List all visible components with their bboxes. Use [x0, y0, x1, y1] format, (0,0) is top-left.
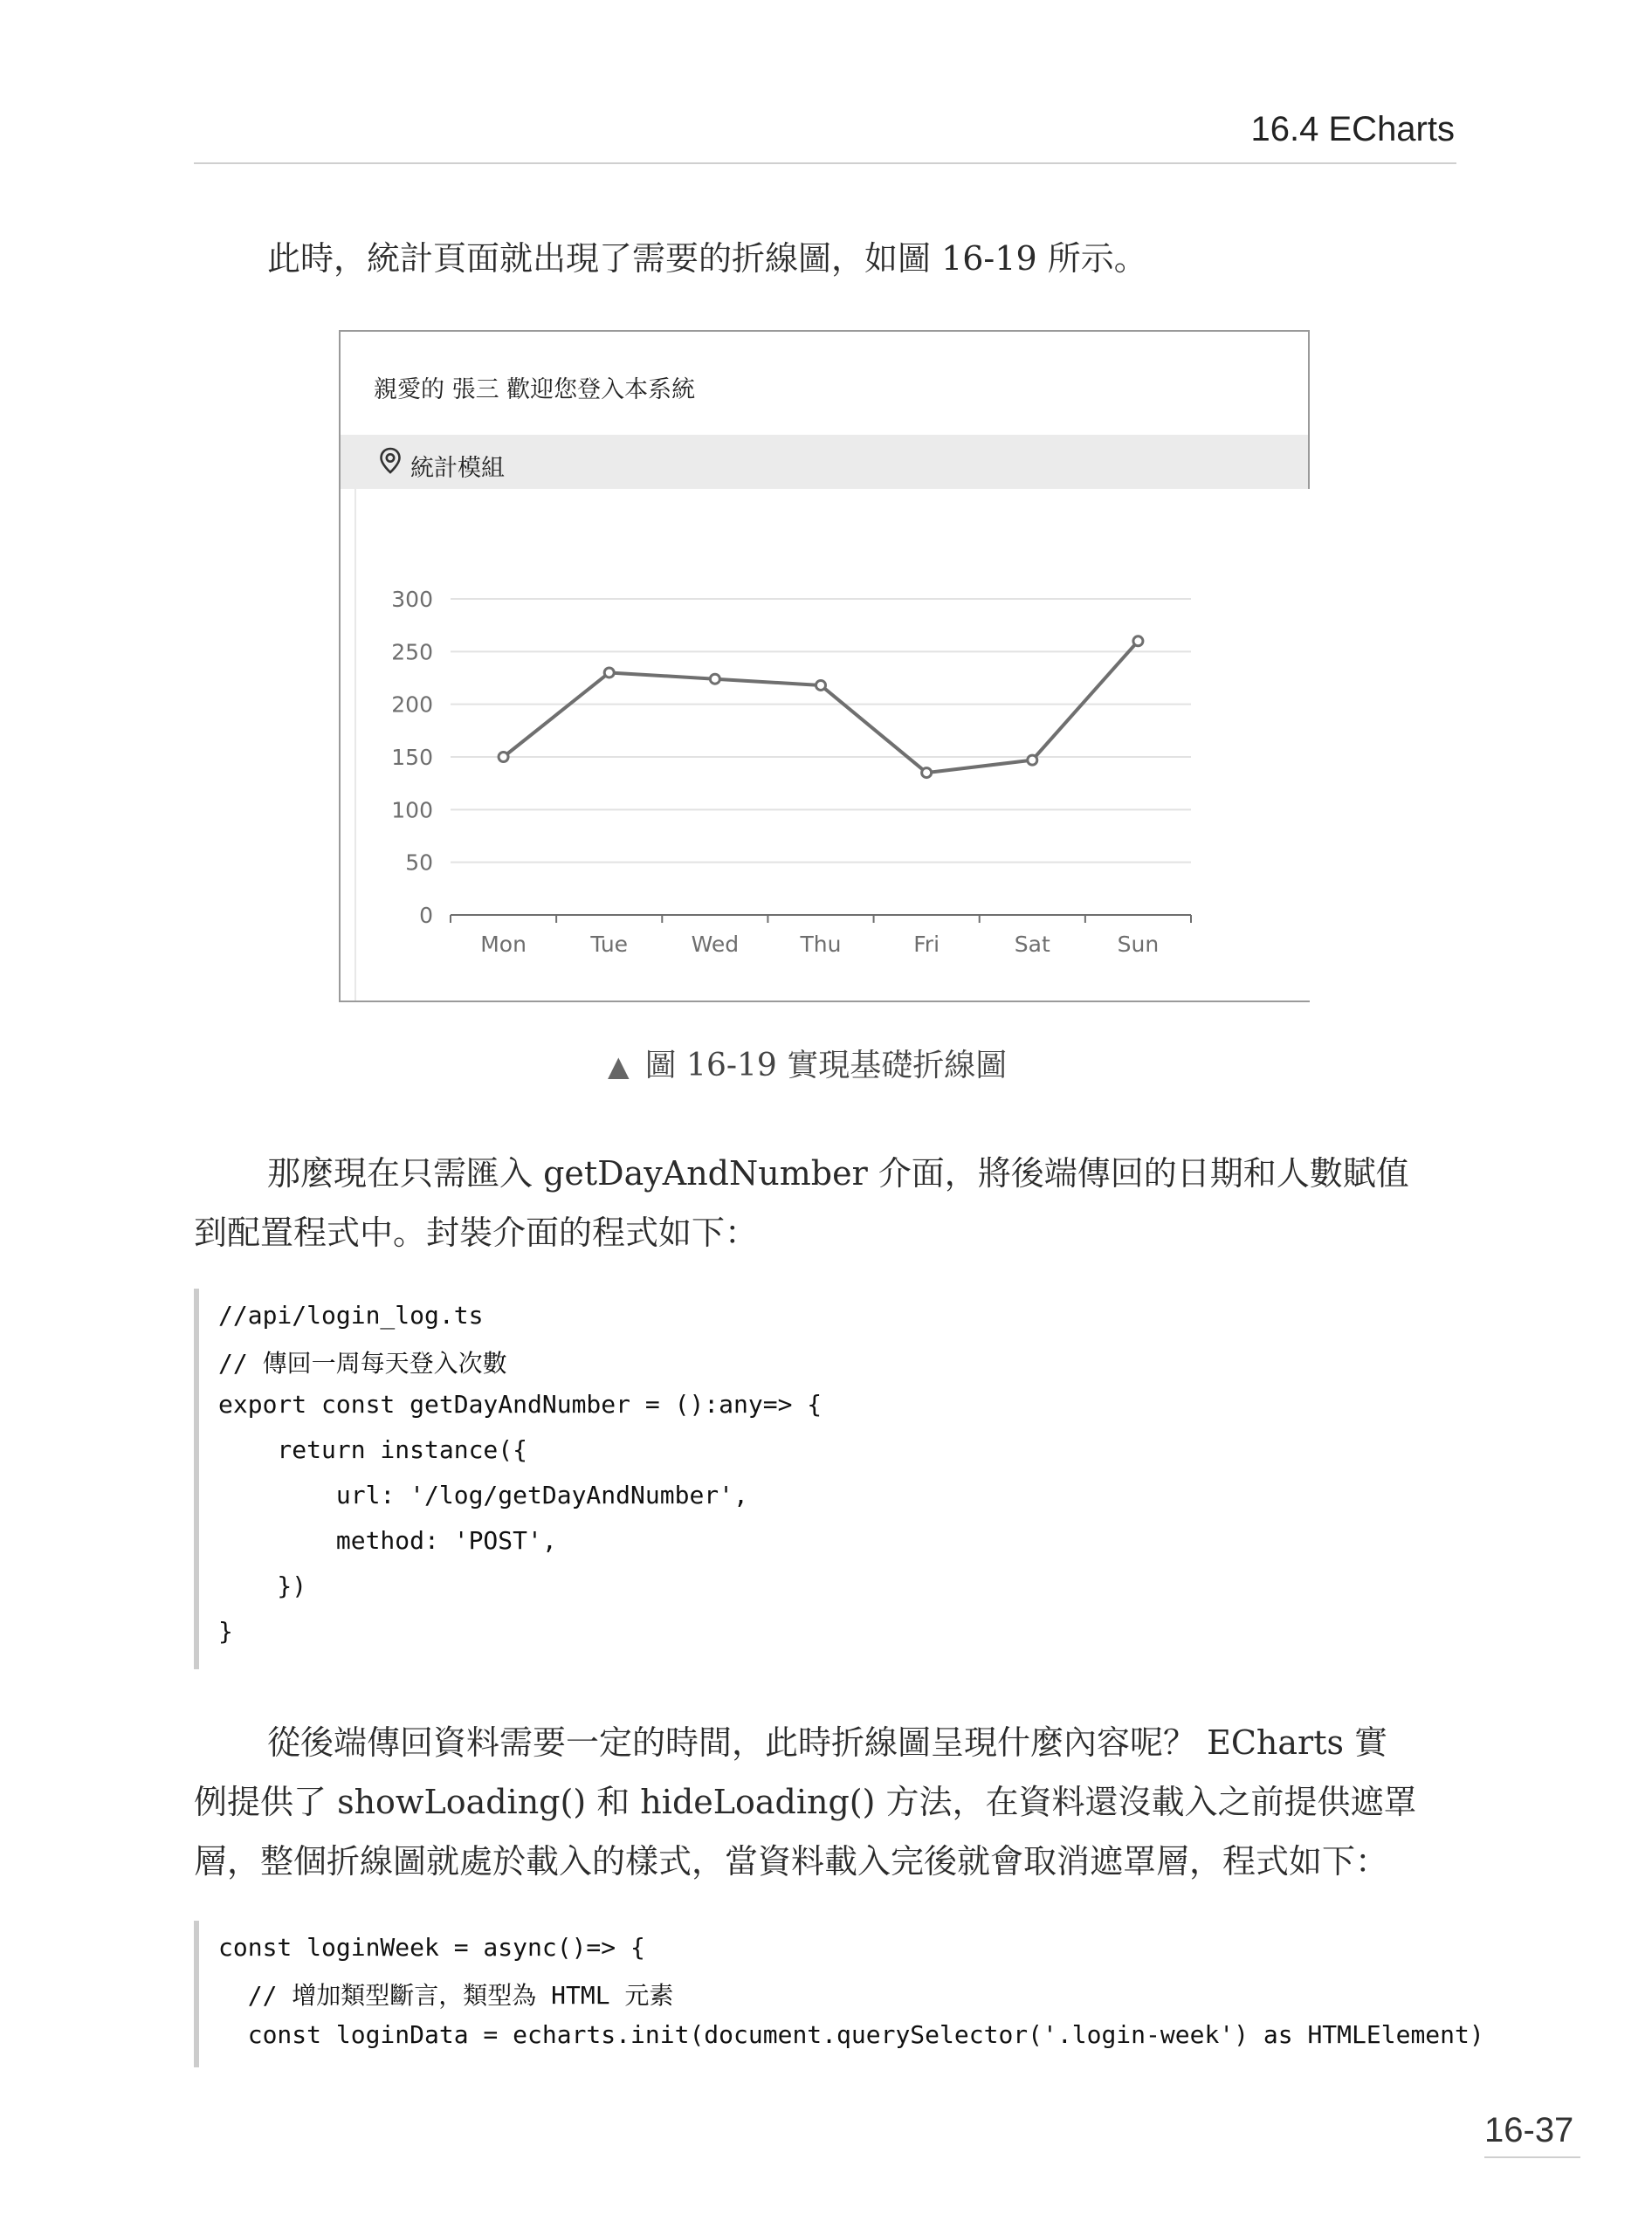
- code-line: method: 'POST',: [218, 1526, 557, 1555]
- x-tick-label: Sat: [1014, 932, 1050, 957]
- greeting-text: 親愛的 張三 歡迎您登入本系統: [374, 376, 696, 403]
- code-line: // 傳回一周每天登入次數: [218, 1349, 507, 1378]
- code-line: }: [218, 1617, 233, 1646]
- running-head: 16.4 ECharts: [1250, 110, 1455, 148]
- page-number: 16-37: [1484, 2111, 1574, 2149]
- x-tick-label: Wed: [691, 932, 740, 957]
- module-bar[interactable]: [341, 435, 1308, 489]
- module-label: 統計模組: [410, 455, 505, 482]
- footer-rule: [1484, 2156, 1580, 2158]
- paragraph-3-line-2: 例提供了 showLoading() 和 hideLoading() 方法，在資料還沒載入之前提供遮罩: [194, 1783, 1417, 1821]
- code-block-1: [194, 1289, 1469, 1669]
- x-tick-label: Sun: [1117, 932, 1160, 957]
- caption-triangle-icon: ▲: [608, 1049, 630, 1083]
- x-tick-label: Thu: [800, 932, 842, 957]
- series-line: [504, 641, 1139, 773]
- data-point: [710, 674, 719, 684]
- data-point: [816, 680, 826, 690]
- y-tick-label: 150: [391, 745, 433, 770]
- y-tick-label: 300: [391, 587, 433, 612]
- data-point: [1133, 636, 1143, 646]
- header-rule: [194, 162, 1456, 164]
- figure-caption: [608, 1041, 1007, 1085]
- code-line: //api/login_log.ts: [218, 1301, 484, 1330]
- paragraph-3-line-3: 層，整個折線圖就處於載入的樣式，當資料載入完後就會取消遮罩層，程式如下：: [194, 1842, 1389, 1881]
- code-line: }): [218, 1571, 307, 1600]
- y-tick-label: 200: [391, 691, 433, 718]
- data-point: [922, 768, 932, 778]
- code-line: export const getDayAndNumber = ():any=> {: [218, 1390, 823, 1419]
- x-tick-label: Mon: [480, 932, 527, 957]
- code-line: const loginData = echarts.init(document.querySelector('.login-week') as HTMLElement): [218, 2020, 1484, 2049]
- y-tick-label: 100: [391, 797, 433, 823]
- caption-text: 圖 16-19 實現基礎折線圖: [644, 1048, 1008, 1083]
- x-tick-label: Tue: [590, 932, 629, 957]
- data-point: [499, 753, 508, 762]
- location-pin-icon: [379, 447, 402, 478]
- code-line: // 增加類型斷言，類型為 HTML 元素: [218, 1981, 674, 2010]
- y-tick-label: 250: [391, 639, 433, 665]
- y-tick-label: 0: [419, 903, 433, 928]
- data-point: [1028, 755, 1037, 765]
- paragraph-2-line-1: 那麼現在只需匯入 getDayAndNumber 介面，將後端傳回的日期和人數賦值: [267, 1154, 1409, 1193]
- code-line: return instance({: [218, 1435, 528, 1464]
- y-tick-label: 50: [405, 849, 433, 876]
- data-point: [604, 668, 614, 677]
- figure-screenshot: [339, 330, 1310, 1002]
- line-chart: [356, 489, 1310, 1001]
- paragraph-3-line-1: 從後端傳回資料需要一定的時間，此時折線圖呈現什麼內容呢？ ECharts 實: [267, 1723, 1388, 1762]
- chart-panel: [354, 489, 1310, 1001]
- paragraph-2-line-2: 到配置程式中。封裝介面的程式如下：: [194, 1214, 759, 1252]
- code-line: const loginWeek = async()=> {: [218, 1933, 645, 1962]
- code-line: url: '/log/getDayAndNumber',: [218, 1481, 748, 1509]
- paragraph-1: 此時，統計頁面就出現了需要的折線圖，如圖 16-19 所示。: [267, 239, 1147, 278]
- x-tick-label: Fri: [913, 932, 940, 957]
- code-block-2: [194, 1921, 1484, 2067]
